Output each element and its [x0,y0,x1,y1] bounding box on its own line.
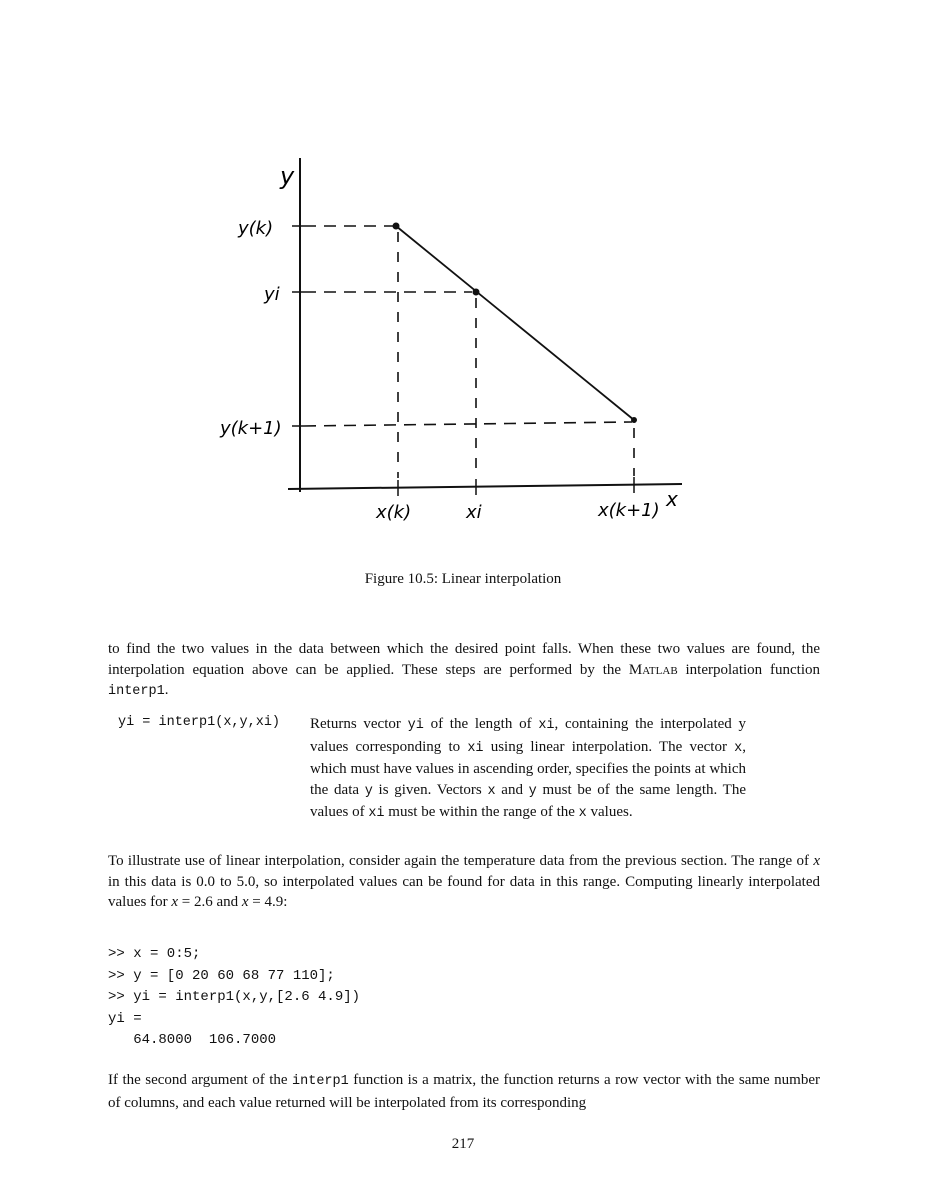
label-yi: yi [264,284,280,305]
code-line: >> x = 0:5; [108,946,201,962]
code-line: yi = [108,1010,142,1027]
label-xi: xi [466,502,482,523]
guide-h-yk1 [304,422,632,426]
def-text-10: values. [586,804,633,820]
def-text-3: , containing the interpolated y values corresponding to [310,716,747,755]
interpolation-line [396,226,634,420]
para2-text-4: = 4.9: [248,894,288,910]
figure-drawing [200,150,720,530]
code-line: >> yi = interp1(x,y,[2.6 4.9]) [108,989,361,1005]
def-code-8: xi [368,806,385,821]
paragraph-matrix [108,1070,820,1113]
para2-text-2: in this data is 0.0 to 5.0, so interpolated values can be found for data in this range. Computing linearly interpolated values for [108,873,820,910]
para2-var-3: x [241,894,249,910]
para1-text-a: to find the two values in the data between which the desired point falls. When these two values are found, the interpolation equation above can be applied. These steps are performed by the [108,641,820,678]
definition-description [310,714,746,825]
para2-var-2: x [171,894,178,910]
def-text-9: must be within the range of the [384,804,579,820]
def-text-4: using linear interpolation. The vector [483,738,735,755]
def-text-2: of the length of [423,716,539,732]
para3-text-2: function is a matrix, the function returns a row vector with the same number of columns, and each value returned will be interpolated from its corresponding [108,1072,820,1111]
code-line: >> y = [0 20 60 68 77 110]; [108,967,335,984]
def-code-9: x [578,806,587,821]
paragraph-illustrate [108,851,820,913]
matlab-name: Matlab [628,661,678,678]
code-block [108,944,360,1052]
def-code-4: x [734,740,743,756]
def-text-6: is given. Vectors [372,781,488,798]
y-axis-label: y [280,162,295,190]
para2-text-3: = 2.6 and [177,894,242,910]
interpolation-figure [200,150,720,530]
para1-text-b: interpolation function [677,661,820,678]
para3-text-1: If the second argument of the [108,1072,293,1088]
code-line: 64.8000 106.7000 [108,1032,277,1048]
point-k [393,223,400,230]
def-code-5: y [364,783,373,799]
para3-func: interp1 [292,1074,349,1089]
point-i [473,289,480,296]
label-xk: x(k) [376,502,412,523]
label-yk1: y(k+1) [220,418,282,439]
figure-caption: Figure 10.5: Linear interpolation [364,571,562,587]
def-text-8: must be of the same length. The values of [310,781,747,820]
def-code-7: y [528,783,537,799]
func-interp1: interp1 [108,684,165,699]
def-code-2: xi [538,718,555,733]
paragraph-intro [108,639,820,703]
def-code-3: xi [467,740,484,756]
x-axis-label: x [666,487,678,511]
label-yk: y(k) [238,218,274,239]
def-text-1: Returns vector [310,716,408,732]
para1-text-c: . [164,682,169,698]
def-text-7: and [495,781,529,798]
def-code-1: yi [407,718,424,733]
definition-syntax: yi = interp1(x,y,xi) [118,715,281,730]
para2-var-1: x [813,853,820,869]
page-number: 217 [451,1136,475,1152]
label-xk1: x(k+1) [598,500,660,521]
point-k1 [631,417,637,423]
def-code-6: x [487,783,496,799]
para2-text-1: To illustrate use of linear interpolation, consider again the temperature data from the previous section. The range of [108,853,814,869]
x-axis [288,484,682,489]
def-text-5: , which must have values in ascending order, specifies the points at which the data [310,738,746,798]
